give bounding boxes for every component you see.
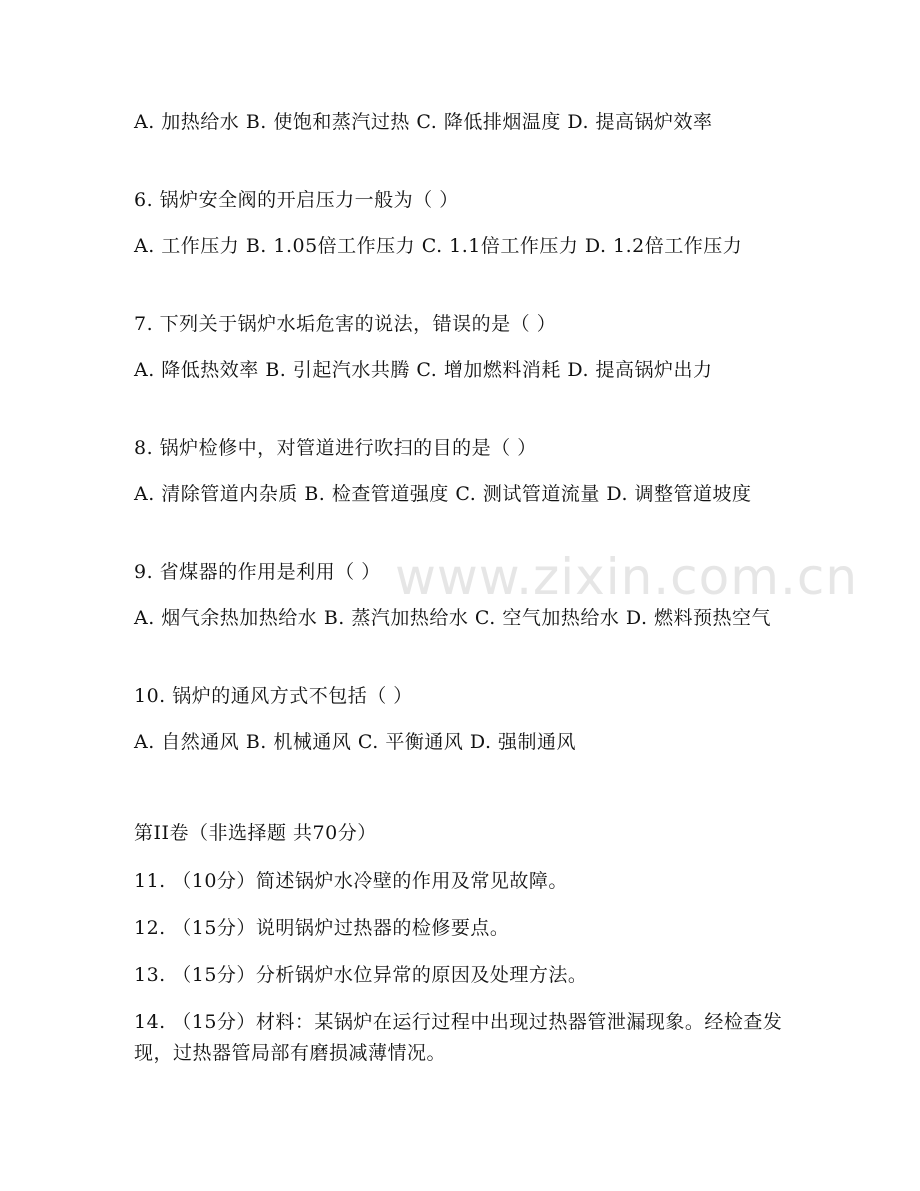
q5-options: A. 加热给水 B. 使饱和蒸汽过热 C. 降低排烟温度 D. 提高锅炉效率: [134, 111, 713, 133]
q7-stem: 7. 下列关于锅炉水垢危害的说法，错误的是（ ）: [134, 313, 557, 335]
q10-options: A. 自然通风 B. 机械通风 C. 平衡通风 D. 强制通风: [134, 731, 577, 753]
q6-stem: 6. 锅炉安全阀的开启压力一般为（ ）: [134, 189, 459, 211]
q9-stem: 9. 省煤器的作用是利用（ ）: [134, 561, 381, 583]
q13: 13. （15分）分析锅炉水位异常的原因及处理方法。: [134, 964, 588, 986]
q9-options: A. 烟气余热加热给水 B. 蒸汽加热给水 C. 空气加热给水 D. 燃料预热空气: [134, 607, 772, 629]
q10-stem: 10. 锅炉的通风方式不包括（ ）: [134, 685, 413, 707]
q12: 12. （15分）说明锅炉过热器的检修要点。: [134, 917, 510, 939]
q14: 14. （15分）材料：某锅炉在运行过程中出现过热器管泄漏现象。经检查发现，过热器管局部有磨损减薄情况。: [134, 1011, 783, 1064]
q7-options: A. 降低热效率 B. 引起汽水共腾 C. 增加燃料消耗 D. 提高锅炉出力: [134, 359, 713, 381]
q8-stem: 8. 锅炉检修中，对管道进行吹扫的目的是（ ）: [134, 437, 537, 459]
q6-options: A. 工作压力 B. 1.05倍工作压力 C. 1.1倍工作压力 D. 1.2倍工作压力: [134, 235, 743, 257]
section-heading: 第II卷（非选择题 共70分）: [134, 822, 377, 844]
q8-options: A. 清除管道内杂质 B. 检查管道强度 C. 测试管道流量 D. 调整管道坡度: [134, 483, 752, 505]
q11: 11. （10分）简述锅炉水冷壁的作用及常见故障。: [134, 870, 568, 892]
watermark: www.zixin.com.cn: [395, 548, 859, 606]
